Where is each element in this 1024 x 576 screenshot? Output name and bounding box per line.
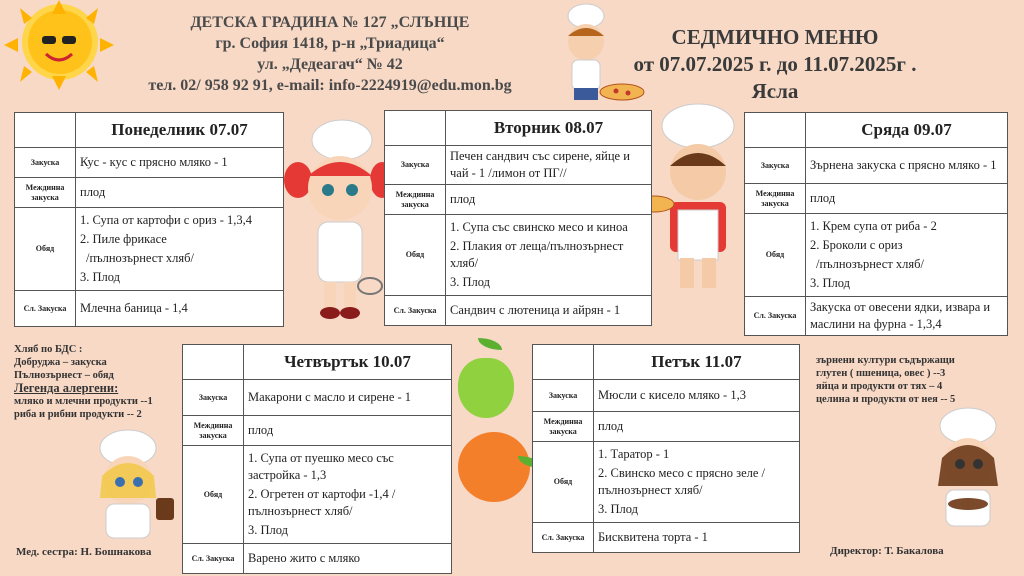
label-snack: Междинна закуска: [745, 184, 806, 214]
nurse-signature: Мед. сестра: Н. Бошнакова: [16, 546, 152, 558]
afternoon-value: Млечна баница - 1,4: [76, 291, 284, 327]
bread-line: Добруджа – закуска: [14, 357, 107, 368]
afternoon-value: Варено жито с мляко: [244, 544, 452, 574]
lunch-line: 3. Плод: [598, 502, 639, 516]
sun-rays-icon: [4, 0, 114, 90]
snack-value: плод: [446, 185, 652, 215]
menu-title-block: [600, 24, 950, 105]
label-breakfast: Закуска: [385, 146, 446, 185]
lunch-value: [244, 446, 452, 544]
allergen-item: целина и продукти от нея -- 5: [816, 394, 956, 405]
label-snack: Междинна закуска: [183, 416, 244, 446]
lunch-line: 2. Броколи с ориз: [810, 238, 903, 252]
breakfast-value: Макарони с масло и сирене - 1: [244, 380, 452, 416]
afternoon-value: Закуска от овесени ядки, извара и маслини на фурна - 1,3,4: [806, 297, 1008, 336]
chef-girl-brown-icon: [922, 406, 1012, 536]
breakfast-value: Кус - кус с прясно мляко - 1: [76, 148, 284, 178]
day-header-empty: [183, 345, 244, 380]
lunch-line: 2. Огретен от картофи -1,4 /пълнозърнест хляб/: [248, 487, 396, 518]
day-title: Четвъртък 10.07: [244, 345, 452, 380]
lunch-line: /пълнозърнест хляб/: [86, 251, 194, 265]
label-afternoon: Сл. Закуска: [15, 291, 76, 327]
lunch-line: 2. Пиле фрикасе: [80, 232, 167, 246]
menu-period: от 07.07.2025 г. до 11.07.2025г .: [633, 52, 917, 76]
afternoon-value: Сандвич с лютеница и айрян - 1: [446, 296, 652, 326]
label-breakfast: Закуска: [745, 148, 806, 184]
lunch-line: 1. Супа от пуешко месо със застройка - 1,3: [248, 451, 394, 482]
bread-line: Хляб по БДС :: [14, 344, 83, 355]
lunch-line: 1. Супа от картофи с ориз - 1,3,4: [80, 213, 253, 227]
lunch-line: 1. Таратор - 1: [598, 447, 670, 461]
breakfast-value: Зърнена закуска с прясно мляко - 1: [806, 148, 1008, 184]
day-title: Сряда 09.07: [806, 113, 1008, 148]
apple-character-icon: [458, 358, 514, 418]
allergen-item: яйца и продукти от тях – 4: [816, 381, 943, 392]
snack-value: плод: [244, 416, 452, 446]
day-title: Вторник 08.07: [446, 111, 652, 146]
snack-value: плод: [76, 178, 284, 208]
legend-left: [14, 343, 184, 421]
snack-value: плод: [594, 412, 800, 442]
lunch-line: 2. Свинско месо с прясно зеле /пълнозърнест хляб/: [598, 466, 766, 497]
allergen-item: зърнени култури съдържащи: [816, 355, 955, 366]
apple-leaf-icon: [478, 338, 502, 350]
day-header-empty: [385, 111, 446, 146]
allergen-item: риба и рибни продукти -- 2: [14, 409, 142, 420]
chef-girl-blonde-icon: [84, 428, 184, 546]
label-breakfast: Закуска: [533, 380, 594, 412]
chef-boy-pizza-2-icon: [636, 100, 751, 305]
menu-title: СЕДМИЧНО МЕНЮ: [671, 25, 879, 49]
label-lunch: Обяд: [385, 215, 446, 296]
organization-header: [120, 12, 540, 96]
label-afternoon: Сл. Закуска: [183, 544, 244, 574]
lunch-value: [446, 215, 652, 296]
lunch-line: 1. Супа със свинско месо и киноа: [450, 220, 628, 234]
breakfast-value: Мюсли с кисело мляко - 1,3: [594, 380, 800, 412]
label-afternoon: Сл. Закуска: [385, 296, 446, 326]
lunch-line: 3. Плод: [248, 523, 289, 537]
org-name: ДЕТСКА ГРАДИНА № 127 „СЛЪНЦЕ: [190, 14, 470, 31]
day-table-monday: [14, 112, 284, 327]
afternoon-value: Бисквитена торта - 1: [594, 523, 800, 553]
label-lunch: Обяд: [533, 442, 594, 523]
lunch-line: /пълнозърнест хляб/: [816, 257, 924, 271]
day-title: Понеделник 07.07: [76, 113, 284, 148]
chef-girl-red-hair-icon: [284, 118, 389, 323]
label-lunch: Обяд: [745, 214, 806, 297]
lunch-line: 1. Крем супа от риба - 2: [810, 219, 937, 233]
org-city: гр. София 1418, р-н „Триадица“: [215, 35, 445, 52]
day-header-empty: [15, 113, 76, 148]
label-afternoon: Сл. Закуска: [745, 297, 806, 336]
allergen-item: глутен ( пшеница, овес ) --3: [816, 368, 946, 379]
lunch-line: 3. Плод: [450, 275, 491, 289]
day-table-wednesday: [744, 112, 1008, 336]
label-breakfast: Закуска: [15, 148, 76, 178]
allergen-item: мляко и млечни продукти --1: [14, 396, 153, 407]
label-snack: Междинна закуска: [15, 178, 76, 208]
lunch-value: [594, 442, 800, 523]
label-snack: Междинна закуска: [385, 185, 446, 215]
legend-right: [816, 354, 1016, 406]
lunch-line: 3. Плод: [810, 276, 851, 290]
org-street: ул. „Дедеагач“ № 42: [257, 56, 403, 73]
director-signature: Директор: Т. Бакалова: [830, 545, 944, 557]
org-contacts: тел. 02/ 958 92 91, e-mail: info-2224919@edu.mon.bg: [148, 77, 512, 94]
label-snack: Междинна закуска: [533, 412, 594, 442]
menu-group: Ясла: [751, 79, 799, 103]
day-title: Петък 11.07: [594, 345, 800, 380]
breakfast-value: Печен сандвич със сирене, яйце и чай - 1 /лимон от ПГ//: [446, 146, 652, 185]
snack-value: плод: [806, 184, 1008, 214]
lunch-line: 2. Плакия от леща/пълнозърнест хляб/: [450, 239, 624, 270]
label-breakfast: Закуска: [183, 380, 244, 416]
label-lunch: Обяд: [183, 446, 244, 544]
lunch-line: 3. Плод: [80, 270, 121, 284]
lunch-value: [806, 214, 1008, 297]
day-header-empty: [745, 113, 806, 148]
label-afternoon: Сл. Закуска: [533, 523, 594, 553]
day-header-empty: [533, 345, 594, 380]
lunch-value: [76, 208, 284, 291]
day-table-thursday: [182, 344, 452, 574]
day-table-friday: [532, 344, 800, 553]
orange-character-icon: [458, 432, 530, 502]
day-table-tuesday: [384, 110, 652, 326]
bread-line: Пълнозърнест – обяд: [14, 370, 114, 381]
label-lunch: Обяд: [15, 208, 76, 291]
allergen-legend-title: Легенда алергени:: [14, 381, 119, 395]
